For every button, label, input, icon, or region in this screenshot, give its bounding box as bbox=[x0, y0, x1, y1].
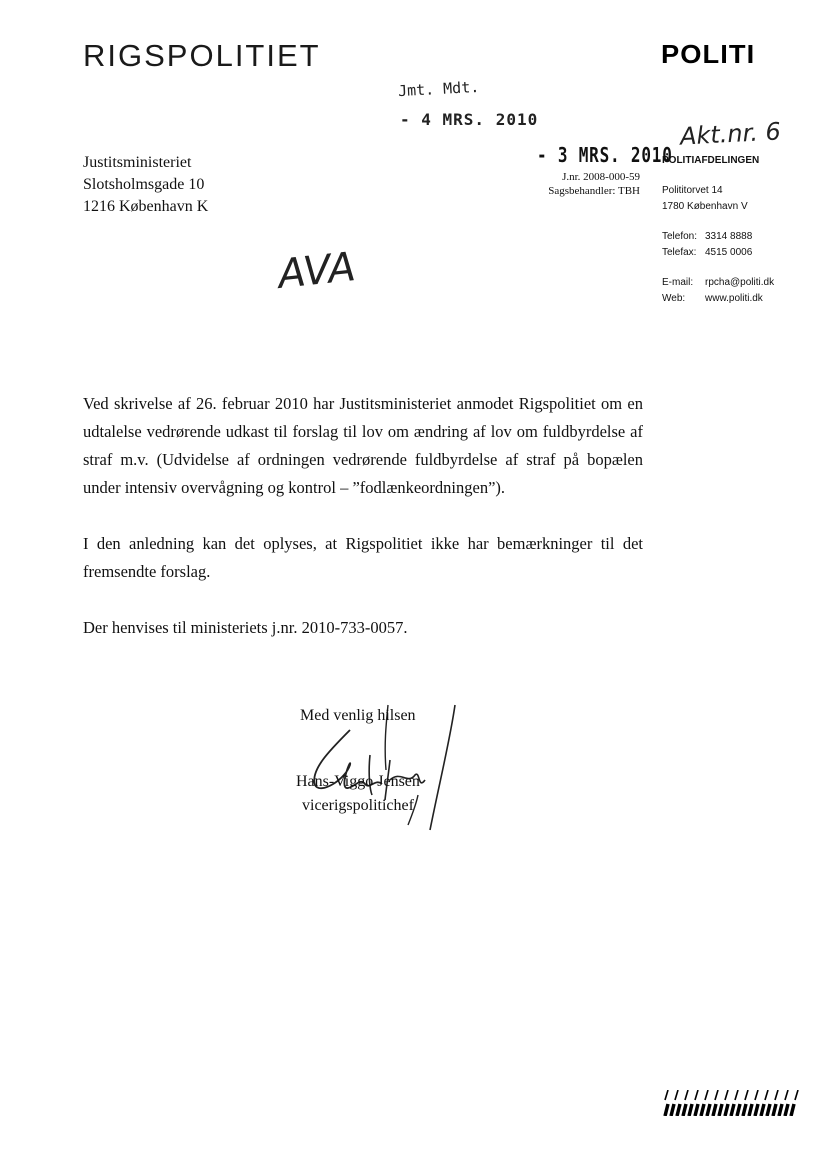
sender-info bbox=[662, 153, 812, 307]
handwritten-akt-number: Akt.nr. 6 bbox=[679, 117, 782, 151]
phone-number: 3314 8888 bbox=[705, 231, 753, 242]
email-label: E-mail: bbox=[662, 277, 694, 288]
reference-block bbox=[540, 170, 640, 198]
department-name: POLITIAFDELINGEN bbox=[662, 155, 760, 166]
fax-number: 4515 0006 bbox=[705, 247, 753, 258]
signer-name: Hans-Viggo Jensen bbox=[296, 773, 420, 790]
email-link[interactable]: rpcha@politi.dk bbox=[705, 277, 775, 288]
journal-number: J.nr. 2008-000-59 bbox=[562, 171, 640, 183]
signer-title: vicerigspolitichef bbox=[302, 797, 414, 814]
received-stamp-date: - 4 MRS. 2010 bbox=[400, 110, 539, 129]
received-stamp-dept: Jmt. Mdt. bbox=[397, 77, 480, 101]
closing-greeting: Med venlig hilsen bbox=[300, 707, 416, 724]
letter-body bbox=[83, 390, 643, 670]
phone-label: Telefon: bbox=[662, 231, 698, 242]
body-paragraph: I den anledning kan det oplyses, at Rigspolitiet ikke har bemærkninger til det fremsendte forslag. bbox=[83, 534, 643, 581]
recipient-address bbox=[83, 152, 208, 218]
web-label: Web: bbox=[662, 293, 686, 304]
handwritten-initials: AVA bbox=[275, 244, 358, 298]
fax-label: Telefax: bbox=[662, 247, 697, 258]
recipient-line: Justitsministeriet bbox=[83, 154, 192, 171]
politi-logo: POLITI bbox=[661, 39, 756, 69]
city: 1780 København V bbox=[662, 201, 748, 212]
barcode-mark bbox=[663, 1090, 799, 1116]
body-paragraph: Ved skrivelse af 26. februar 2010 har Justitsministeriet anmodet Rigspolitiet om en udtalelse vedrørende udkast til forslag til lov om ændring af lov om fuldbyrdelse af straf m.v. (Udvidelse af ordningen vedrørende fuldbyrdelse af straf på bopælen under intensiv overvågning og kontrol – ”fodlænkeordningen”). bbox=[83, 394, 643, 497]
org-name: RIGSPOLITIET bbox=[83, 38, 321, 73]
recipient-line: Slotsholmsgade 10 bbox=[83, 176, 205, 193]
street: Polititorvet 14 bbox=[662, 185, 723, 196]
closing-block bbox=[292, 704, 420, 818]
case-handler: Sagsbehandler: TBH bbox=[548, 185, 640, 197]
recipient-line: 1216 København K bbox=[83, 198, 209, 215]
sent-date-stamp: - 3 MRS. 2010 bbox=[537, 143, 673, 167]
body-paragraph: Der henvises til ministeriets j.nr. 2010-733-0057. bbox=[83, 618, 408, 637]
web-link[interactable]: www.politi.dk bbox=[705, 293, 763, 304]
